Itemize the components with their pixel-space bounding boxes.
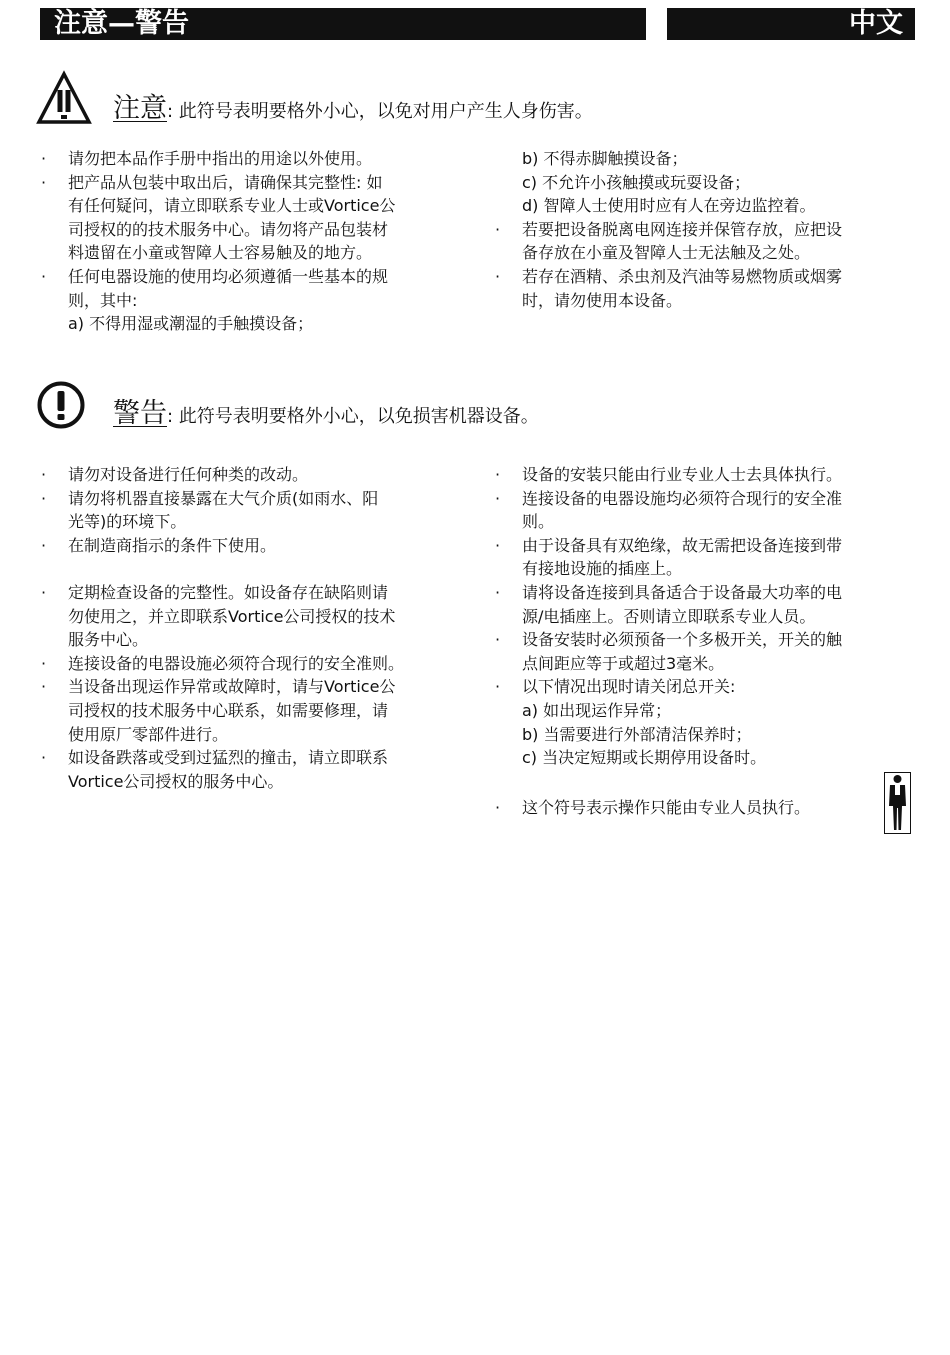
caution-word: 注意 <box>113 93 167 124</box>
list-item-line: 则。 <box>522 512 555 532</box>
list-item-line: 服务中心。 <box>68 630 149 650</box>
list-item <box>495 628 913 675</box>
sub-item: a) 如出现运作异常； <box>522 700 672 720</box>
list-item <box>41 534 456 558</box>
bullet: · <box>495 488 501 508</box>
list-item <box>495 463 913 487</box>
list-item-line: 请将设备连接到具备适合于设备最大功率的电 <box>522 582 843 602</box>
warning-word: 警告 <box>113 398 167 429</box>
list-item-line: 当设备出现运作异常或故障时，请与Vortice公 <box>68 677 396 697</box>
sub-item: c) 当决定短期或长期停用设备时。 <box>522 748 767 768</box>
list-item-line: 如设备跌落或受到过猛烈的撞击，请立即联系 <box>68 748 389 768</box>
list-item-line: 时，请勿使用本设备。 <box>522 290 683 310</box>
warning-heading <box>113 391 539 430</box>
list-item <box>495 265 913 312</box>
bullet: · <box>41 488 47 508</box>
caution-heading <box>113 86 593 125</box>
list-item-line: 备存放在小童及智障人士无法触及之处。 <box>522 243 811 263</box>
bullet: · <box>41 172 47 192</box>
bullet: · <box>495 266 501 286</box>
bullet: · <box>495 219 501 239</box>
list-item-line: 使用原厂零部件进行。 <box>68 724 229 744</box>
list-item-line: 则，其中: <box>68 290 138 310</box>
language-bar <box>667 8 915 40</box>
list-item-line: 光等)的环境下。 <box>68 512 187 532</box>
bullet: · <box>41 535 47 555</box>
list-item-line: 有接地设施的插座上。 <box>522 559 683 579</box>
sub-item: b) 不得赤脚触摸设备； <box>522 149 688 168</box>
language-label: 中文 <box>849 8 903 39</box>
bullet: · <box>41 582 47 602</box>
professional-note <box>495 796 810 820</box>
sub-item: c) 不允许小孩触摸或玩耍设备； <box>522 172 751 192</box>
list-item-line: 请勿把本品作手册中指出的用途以外使用。 <box>68 149 373 168</box>
list-item <box>495 675 913 699</box>
bullet: · <box>41 266 47 286</box>
page-title-bar <box>40 8 646 40</box>
bullet: · <box>41 465 47 484</box>
list-item <box>41 265 456 312</box>
professional-note-text: 这个符号表示操作只能由专业人员执行。 <box>522 798 811 817</box>
warning-description: : 此符号表明要格外小心，以免损害机器设备。 <box>167 406 539 427</box>
list-item <box>495 534 913 581</box>
bullet: · <box>495 582 501 602</box>
exclamation-circle-icon <box>37 381 85 429</box>
list-item-line: 由于设备具有双绝缘，故无需把设备连接到带 <box>522 535 843 555</box>
list-item-line: Vortice公司授权的服务中心。 <box>68 771 284 791</box>
list-item <box>41 652 456 676</box>
bullet: · <box>495 465 501 484</box>
warning-right-column <box>495 463 913 770</box>
list-item <box>41 487 456 534</box>
sub-item: a) 不得用湿或潮湿的手触摸设备； <box>68 314 314 334</box>
professional-person-icon <box>884 772 911 834</box>
sub-item: b) 当需要进行外部清洁保养时； <box>522 724 752 744</box>
sub-item: d) 智障人士使用时应有人在旁边监控着。 <box>522 196 816 216</box>
warning-left-column <box>41 463 456 793</box>
list-item <box>41 147 456 171</box>
bullet: · <box>41 653 47 673</box>
spacer <box>41 557 456 581</box>
bullet: · <box>495 798 501 817</box>
bullet: · <box>41 677 47 697</box>
list-item <box>495 218 913 265</box>
warning-triangle-icon <box>36 70 92 126</box>
list-item <box>41 746 456 793</box>
list-item <box>41 171 456 265</box>
list-item-line: 司授权的的技术服务中心。请勿将产品包装材 <box>68 219 389 239</box>
bullet: · <box>495 535 501 555</box>
bullet: · <box>41 149 47 168</box>
list-item-line: 连接设备的电器设施必须符合现行的安全准则。 <box>68 653 405 673</box>
caution-description: : 此符号表明要格外小心，以免对用户产生人身伤害。 <box>167 101 593 122</box>
list-item-line: 以下情况出现时请关闭总开关: <box>522 677 736 697</box>
list-item-line: 有任何疑问，请立即联系专业人士或Vortice公 <box>68 196 396 216</box>
list-item-line: 连接设备的电器设施均必须符合现行的安全准 <box>522 488 843 508</box>
list-item-line: 任何电器设施的使用均必须遵循一些基本的规 <box>68 266 389 286</box>
list-item-line: 设备的安装只能由行业专业人士去具体执行。 <box>522 465 843 484</box>
caution-left-column <box>41 147 456 336</box>
list-item-line: 在制造商指示的条件下使用。 <box>68 535 277 555</box>
bullet: · <box>495 677 501 697</box>
caution-right-column <box>495 147 913 312</box>
list-item-line: 司授权的技术服务中心联系，如需要修理，请 <box>68 700 389 720</box>
list-item-line: 料遗留在小童或智障人士容易触及的地方。 <box>68 243 373 263</box>
list-item <box>495 487 913 534</box>
list-item-line: 定期检查设备的完整性。如设备存在缺陷则请 <box>68 582 389 602</box>
list-item-line: 若存在酒精、杀虫剂及汽油等易燃物质或烟雾 <box>522 266 843 286</box>
bullet: · <box>495 630 501 650</box>
list-item <box>41 581 456 652</box>
list-item <box>495 581 913 628</box>
list-item-line: 设备安装时必须预备一个多极开关，开关的触 <box>522 630 843 650</box>
list-item-line: 把产品从包装中取出后，请确保其完整性: 如 <box>68 172 383 192</box>
bullet: · <box>41 748 47 768</box>
list-item-line: 点间距应等于或超过3毫米。 <box>522 653 725 673</box>
page-title: 注意—警告 <box>54 8 189 39</box>
list-item-line: 请勿对设备进行任何种类的改动。 <box>68 465 309 484</box>
list-item <box>41 675 456 746</box>
list-item-line: 勿使用之，并立即联系Vortice公司授权的技术 <box>68 606 396 626</box>
list-item-line: 源/电插座上。否则请立即联系专业人员。 <box>522 606 816 626</box>
list-item-line: 请勿将机器直接暴露在大气介质(如雨水、阳 <box>68 488 379 508</box>
list-item <box>41 463 456 487</box>
list-item-line: 若要把设备脱离电网连接并保管存放，应把设 <box>522 219 843 239</box>
